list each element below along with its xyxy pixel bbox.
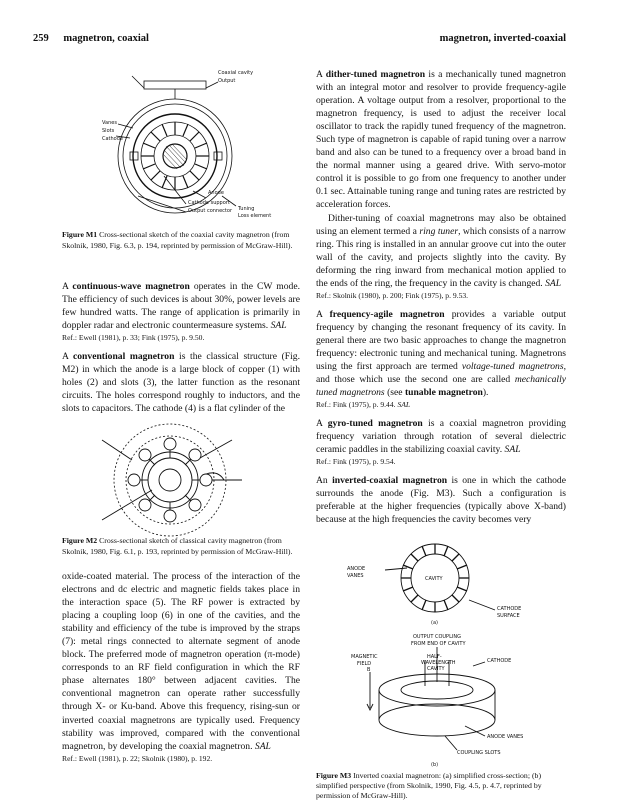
gyro-paragraph [316,417,566,456]
fig-m1-label-6: Anode [208,190,224,196]
fig-m3a-label-6: (a) [431,620,438,626]
figure-m3-caption-label: Figure M3 [316,771,352,780]
fig-m1-label-3: Vanes [102,120,117,126]
gyro-text: is a coaxial magnetron providing frequency variation through rotation of several dielectric ceramic paddles in the stabilizing coaxial cavity. [316,418,566,456]
inv-text: is one in which the cathode surrounds the anode (Fig. M3). Such a configuration is preferable at the higher frequencies (typically above X-band) because at the high frequencies the cavity becomes very [316,475,566,526]
fig-m1-label-5: Cathode [102,136,123,142]
agile-paragraph [316,308,566,399]
fig-m1-label-7: Cathode support [188,200,230,206]
fig-m1-label-4: Slots [102,128,115,134]
cw-text: operates in the CW mode. The efficiency of such devices is about 30%, power levels are few hundred watts. The range of application is primarily in doppler radar and electronic countermeasure systems. [62,281,300,332]
fig-m3b-label-11: COUPLING SLOTS [457,750,501,756]
agile-italic-1: voltage-tuned magnetrons [461,360,564,372]
conv-cont-text: oxide-coated material. The process of the interaction of the electrons and dc electric and magnetic fields takes place in the interaction space (5). The RF power is extracted by placing a coupling loop (6) in one of the cavities, and the stability and efficiency of the tube is improved by the straps (7): metal rings connected to alternate segment of anode block. The preferred mode of magnetron operation (π-mode) corresponds to an RF field configuration in which the RF phase alternates 180° between adjacent cavities. The conventional magnetron can operate rather successfully through X- or Ku-band. Above this frequency, rising-sun or inverted coaxial magnetrons are typically used. Frequency stability was improved, compared with the conventional magnetron, by developing the coaxial magnetron. [62,571,300,752]
dither-paragraph-2 [316,212,566,290]
fig-m3b-label-6: HALF- [427,654,442,660]
fig-m1-label-9: Tuning [238,206,255,212]
agile-text-4: ). [482,387,489,399]
figure-m2-drawing [92,420,262,540]
figure-m3-caption-text: Inverted coaxial magnetron: (a) simplified cross-section; (b) simplified perspective (from Skolnik, 1990, Fig. 4.5, p. 4.7, reprinted by permission of McGraw-Hill). [316,771,542,800]
figure-m1-drawing [78,66,288,226]
fig-m3b-label-2: FROM END OF CAVITY [411,641,466,647]
ring-tuner-term: ring tuner [419,225,459,237]
left-column-lower [62,570,300,771]
agile-text-3: (see [387,387,403,399]
agile-see-term: tunable magnetron [404,387,483,399]
fig-m3b-label-3: MAGNETIC [351,654,378,660]
fig-m3a-label-1: ANODE [347,566,366,572]
dither-term: dither-tuned magnetron [325,69,426,80]
conv-paragraph: A conventional magnetron is the classical structure (Fig. M2) in which the anode is a large block of copper (1) with holes (2) and slots (3), the latter function as the resonant circuits. The holes correspond roughly to inductors, and the slots to capacitors. The cathode (4) is a flat cylinder of the [62,351,300,415]
figure-m2 [92,420,262,540]
fig-m3b-label-4: FIELD [357,661,372,667]
fig-m1-label-2: Output [218,78,236,84]
agile-ref: Ref.: Fink (1975), p. 9.44. [316,400,396,410]
figure-m1-caption-text: Cross-sectional sketch of the coaxial cavity magnetron (from Skolnik, 1980, Fig. 6.3, p. 194, reprinted by permission of McGraw-Hill). [62,230,293,250]
inverted-paragraph [316,474,566,526]
page-number: 259 [33,33,49,44]
agile-author: SAL [397,400,411,410]
figure-m3 [345,540,545,772]
gyro-author: SAL [504,444,521,456]
figure-m1-caption [62,229,300,251]
fig-m3b-label-12: (b) [431,762,439,768]
dither-ref: Ref.: Skolnik (1980), p. 200; Fink (1975), p. 9.53. [316,290,469,300]
fig-m3b-label-7: WAVELENGTH [421,660,456,666]
agile-text-2: , and those which use the second one are called [316,360,566,386]
figure-m1 [78,66,288,226]
fig-m3a-label-2: VANES [347,573,364,579]
inv-prefix: An [316,475,328,487]
cw-author: SAL [270,320,287,332]
dither-prefix: A [316,69,323,80]
figure-m2-caption-label: Figure M2 [62,536,98,545]
conv-continued [62,570,300,753]
figure-m2-caption-text: Cross-sectional sketch of classical cavity magnetron (from Skolnik, 1980, Fig. 6.1, p. 193, reprinted by permission of McGraw-Hill). [62,536,293,556]
fig-m3b-label-9: CATHODE [487,658,512,664]
cw-paragraph: A continuous-wave magnetron operates in the CW mode. The efficiency of such devices is about 30%, power levels are few hundred watts. The range of application is primarily in doppler radar and electronic countermeasure systems. SAL [62,281,300,332]
agile-text-1: provides a variable output frequency by changing the resonant frequency of its cavity. In general there are two basic approaches to change the magnetron frequency: electronic tuning and mechanical tuning. Magnetrons using the first approach are termed [316,308,566,372]
conv-author: SAL [254,740,271,752]
left-column-upper [62,280,300,415]
fig-m3b-label-1: OUTPUT COUPLING [413,634,461,640]
fig-m1-label-8: Output connector [188,208,233,214]
conv-text: is the classical structure (Fig. M2) in which the anode is a large block of copper (1) with holes (2) and slots (3), the latter function as the resonant circuits. The holes correspond roughly to inductors, and the slots to capacitors. The cathode (4) is a flat cylinder of the [62,351,300,415]
dither-paragraph [316,68,566,212]
fig-m1-label-10: Loss element [238,213,272,219]
conv-ref: Ref.: Ewell (1981), p. 22; Skolnik (1980), p. 192. [62,753,213,763]
cw-term: continuous-wave magnetron [72,281,190,292]
fig-m3a-label-3: CAVITY [425,576,443,582]
figure-m3-caption [316,771,566,801]
running-header-left [33,33,149,44]
dither-text-1: is a mechanically tuned magnetron with an integral motor and resolver to provide frequency-agile operation. A voltage output from a resolver, proportional to the magnetron frequency, is used to adjust the receiver local oscillator to track the rapidly tuned frequency of the magnetron. Such type of magnetron is capable of rapid tuning over a narrow band and also can be tuned to a frequency over a broad band in the normal manner using a geared drive. With servo-motor control it is possible to go from one frequency to another under 0.1 sec. Attainable tuning range and tuning rates are restricted by acceleration forces. [316,69,566,211]
fig-m3b-label-8: CAVITY [427,666,445,672]
agile-prefix: A [316,308,323,320]
fig-m3b-label-10: ANODE VANES [487,734,524,740]
dither-text-2b: , which consists of a narrow ring. This ring is installed in an annular groove cut into the outer wall of the cavity, and projects slightly into the cavity. By deforming the ring inward from mechanical motion applied to the ends of the ring, the frequency in the cavity is changed. [316,225,566,289]
fig-m3a-label-5: SURFACE [497,613,520,619]
gyro-term: gyro-tuned magnetron [327,418,423,430]
agile-term: frequency-agile magnetron [329,308,445,320]
figure-m1-caption-label: Figure M1 [62,230,98,239]
gyro-prefix: A [316,418,323,430]
header-left-title: magnetron, coaxial [63,33,149,44]
agile-italic-2: mechanically tuned magnetrons [316,374,566,399]
fig-m1-label-1: Coaxial cavity [218,70,254,76]
figure-m3-drawing [345,540,545,772]
conv-term: conventional magnetron [73,351,175,363]
dither-text-2a: Dither-tuning of coaxial magnetrons may also be obtained using an element termed a [316,212,566,237]
cw-ref: Ref.: Ewell (1981), p. 33; Fink (1975), p. 9.50. [62,333,205,343]
figure-m2-caption [62,535,300,557]
gyro-ref: Ref.: Fink (1975), p. 9.54. [316,457,396,467]
agile-ref-line [316,400,566,410]
fig-m3a-label-4: CATHODE [497,606,522,612]
dither-author: SAL [545,277,562,289]
header-right-title: magnetron, inverted-coaxial [439,33,566,44]
right-column [316,68,566,526]
fig-m3b-label-5: B [367,667,371,673]
inv-term: inverted-coaxial magnetron [332,475,448,487]
